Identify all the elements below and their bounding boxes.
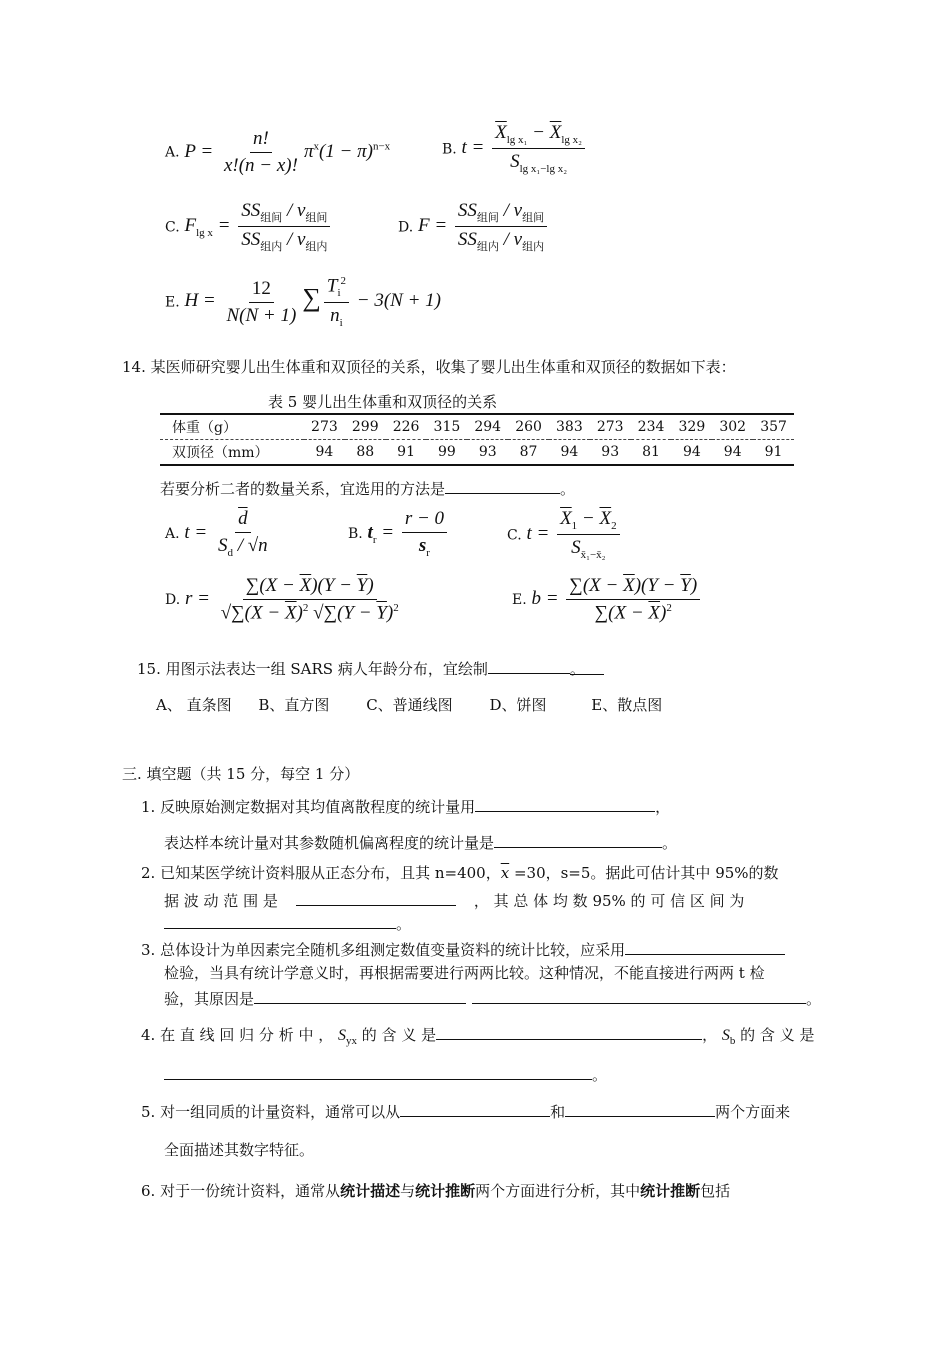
diameter-cell: 88 (345, 440, 386, 466)
option-b-label: B. (442, 141, 457, 158)
q15-options (156, 694, 662, 715)
subscript-yx: yx (346, 1035, 358, 1048)
diameter-cell: 99 (426, 440, 467, 466)
formula-t-log: t = $\frac{\overline{X}_{lg x_1} - \overline{X}_{lg x_2}}{S_{lg x_1-lg x_2}}$ (462, 137, 588, 158)
diameter-cell: 81 (631, 440, 672, 466)
answer-blank[interactable] (164, 912, 396, 929)
option-a-label: A. (165, 526, 180, 542)
q1b-text: 表达样本统计量对其参数随机偏离程度的统计量是 (164, 834, 495, 852)
q15-question (137, 657, 604, 679)
q14-option-d (165, 575, 405, 624)
period: 。 (806, 990, 822, 1008)
comma: ， (702, 1026, 718, 1044)
q6-mid-2: 两个方面进行分析，其中 (475, 1182, 641, 1200)
diameter-cell: 94 (549, 440, 590, 466)
diameter-cell: 94 (671, 440, 712, 466)
weight-cell: 234 (631, 414, 672, 440)
answer-blank[interactable] (254, 987, 466, 1004)
q15-option-e: E、散点图 (591, 696, 663, 714)
formula-binomial: P = $\frac{n!}{x!(n - x)!}$ $\pi^x(1 - \pi)^{n-x}$ (184, 128, 391, 176)
weight-cell: 315 (426, 414, 467, 440)
formula-two-sample-t: t = $\frac{\overline{X}_1 - \overline{X}_2}{S_{x̄_1-x̄_2}}$ (526, 523, 622, 544)
q2a-text: 2. 已知某医学统计资料服从正态分布，且其 n=400， (141, 864, 501, 882)
q15-option-b: B、直方图 (258, 696, 330, 714)
answer-blank[interactable] (472, 987, 806, 1004)
formula-f-log: $F_{lg x}$ = $\frac{SS_{组间} / \nu_{组间}}{SS_{组内} / \nu_{组内}}$ (184, 215, 333, 236)
q14-question-text: 若要分析二者的数量关系，宜选用的方法是 (160, 480, 446, 498)
diameter-cell: 94 (304, 440, 345, 466)
weight-cell: 294 (467, 414, 508, 440)
bold-term: 统计描述 (340, 1182, 401, 1200)
q15-text: 15. 用图示法表达一组 SARS 病人年龄分布，宜绘制 (137, 660, 488, 678)
s-symbol: S (721, 1027, 730, 1044)
answer-blank[interactable] (625, 938, 785, 955)
option-a-label: A. (165, 144, 180, 161)
weight-cell: 226 (386, 414, 427, 440)
answer-blank[interactable] (488, 657, 570, 674)
q13-option-d (398, 200, 550, 254)
option-d-label: D. (398, 219, 414, 236)
fill-q3c (164, 987, 821, 1009)
answer-blank[interactable] (565, 1100, 715, 1117)
q2a-rest: =30，s=5。据此可估计其中 95%的数 (509, 864, 779, 882)
fill-q5a (141, 1100, 790, 1122)
weight-cell: 302 (712, 414, 753, 440)
table-row-diameter (160, 440, 794, 466)
period: 。 (396, 915, 412, 933)
diameter-cell: 93 (590, 440, 631, 466)
fill-q1a (141, 795, 670, 817)
q6-text: 6. 对于一份统计资料，通常从 (141, 1182, 341, 1200)
weight-cell: 329 (671, 414, 712, 440)
q4a-text: 4. 在 直 线 回 归 分 析 中 ， (141, 1026, 334, 1044)
x-bar: $\overline{x}$ (500, 864, 510, 882)
q14-option-b (348, 508, 450, 559)
formula-f: F = $\frac{SS_{组间} / \nu_{组间}}{SS_{组内} / \nu_{组内}}$ (418, 215, 550, 236)
answer-blank[interactable] (400, 1100, 550, 1117)
row-label-weight: 体重（g） (160, 414, 304, 440)
q3a-text: 3. 总体设计为单因素完全随机多组测定数值变量资料的统计比较，应采用 (141, 941, 626, 959)
diameter-cell: 91 (753, 440, 794, 466)
q6-end: 包括 (700, 1182, 731, 1200)
period: 。 (662, 834, 678, 852)
data-table (160, 413, 794, 466)
answer-blank[interactable] (445, 477, 560, 494)
and-text: 和 (550, 1103, 566, 1121)
fill-q2c (164, 912, 411, 934)
q2b-text-2: ， 其 总 体 均 数 95% 的 可 信 区 间 为 (473, 892, 745, 910)
formula-r: r = $\frac{\sum(X - \overline{X})(Y - \overline{Y})}{√\sum(X - \overline{X})^2 √\sum(Y - \overline{Y})^2}$ (184, 575, 399, 624)
diameter-cell: 87 (508, 440, 549, 466)
fill-q2b (164, 889, 744, 911)
q14-option-c (507, 508, 623, 562)
q13-option-e (165, 275, 441, 329)
weight-cell: 273 (304, 414, 345, 440)
fill-q4b (164, 1063, 607, 1085)
weight-cell: 299 (345, 414, 386, 440)
q15-option-a: A、 直条图 (156, 696, 232, 714)
option-c-label: C. (165, 219, 180, 236)
formula-tr: $t_r$ = $\frac{r - 0}{s_r}$ (368, 522, 451, 543)
diameter-cell: 94 (712, 440, 753, 466)
q1a-text: 1. 反映原始测定数据对其均值离散程度的统计量用 (141, 798, 476, 816)
answer-blank[interactable] (296, 889, 456, 906)
diameter-cell: 91 (386, 440, 427, 466)
period: 。 (560, 480, 576, 498)
period: 。 (592, 1066, 608, 1084)
bold-term: 统计推断 (640, 1182, 701, 1200)
option-e-label: E. (165, 294, 180, 311)
formula-paired-t: t = $\frac{\overline{d}}{S_d / √n}$ (184, 508, 268, 559)
option-c-label: C. (507, 527, 522, 544)
table-row-weight (160, 414, 794, 440)
fill-q1b (164, 831, 677, 853)
option-b-label: B. (348, 526, 363, 542)
q13-option-c (165, 200, 333, 254)
weight-cell: 273 (590, 414, 631, 440)
q14-option-e (512, 575, 703, 624)
formula-b: b = $\frac{\sum(X - \overline{X})(Y - \overline{Y})}{\sum(X - \overline{X})^2}$ (531, 588, 703, 609)
fill-q3b: 检验，当具有统计学意义时，再根据需要进行两两比较。这种情况，不能直接进行两两 t 检 (164, 964, 765, 982)
answer-blank[interactable] (475, 795, 655, 812)
q4-mid: 的 含 义 是 (357, 1026, 437, 1044)
fill-q2a (141, 862, 779, 883)
comma: ， (655, 798, 671, 816)
answer-blank[interactable] (436, 1023, 702, 1040)
q14-option-a (165, 508, 274, 559)
q6-mid: 与 (400, 1182, 416, 1200)
q15-end: 。 (570, 658, 604, 675)
weight-cell: 357 (753, 414, 794, 440)
fill-q6 (141, 1180, 730, 1201)
weight-cell: 383 (549, 414, 590, 440)
answer-blank[interactable] (164, 1063, 592, 1080)
fill-q4a (141, 1023, 814, 1047)
q14-text: 14. 某医师研究婴儿出生体重和双顶径的关系，收集了婴儿出生体重和双顶径的数据如下表： (122, 358, 736, 376)
answer-blank[interactable] (494, 831, 662, 848)
q14-question (160, 477, 575, 499)
table-caption: 表 5 婴儿出生体重和双顶径的关系 (268, 393, 498, 411)
fill-q5b: 全面描述其数字特征。 (164, 1141, 315, 1159)
subscript-b: b (729, 1035, 736, 1048)
q15-option-d: D、饼图 (489, 696, 547, 714)
q5a-text: 5. 对一组同质的计量资料，通常可以从 (141, 1103, 401, 1121)
row-label-diameter: 双顶径（mm） (160, 440, 304, 466)
q13-option-a (165, 128, 390, 177)
q5-end: 两个方面来 (715, 1103, 791, 1121)
option-d-label: D. (165, 591, 181, 608)
s-symbol: S (338, 1027, 347, 1044)
section-title: 三. 填空题（共 15 分，每空 1 分） (122, 765, 360, 783)
q15-option-c: C、普通线图 (366, 696, 453, 714)
diameter-cell: 93 (467, 440, 508, 466)
bold-term: 统计推断 (415, 1182, 476, 1200)
q13-option-b (442, 122, 588, 176)
q2b-text: 据 波 动 范 围 是 (164, 892, 278, 910)
formula-h: H = $\frac{12}{N(N + 1)}$ ∑ $\frac{T_i^2}{n_i}$ − 3(N + 1) (184, 275, 441, 329)
q3c-text: 验，其原因是 (164, 990, 255, 1008)
fill-q3a (141, 938, 785, 960)
q4-end-text: 的 含 义 是 (735, 1026, 815, 1044)
weight-cell: 260 (508, 414, 549, 440)
option-e-label: E. (512, 591, 527, 608)
